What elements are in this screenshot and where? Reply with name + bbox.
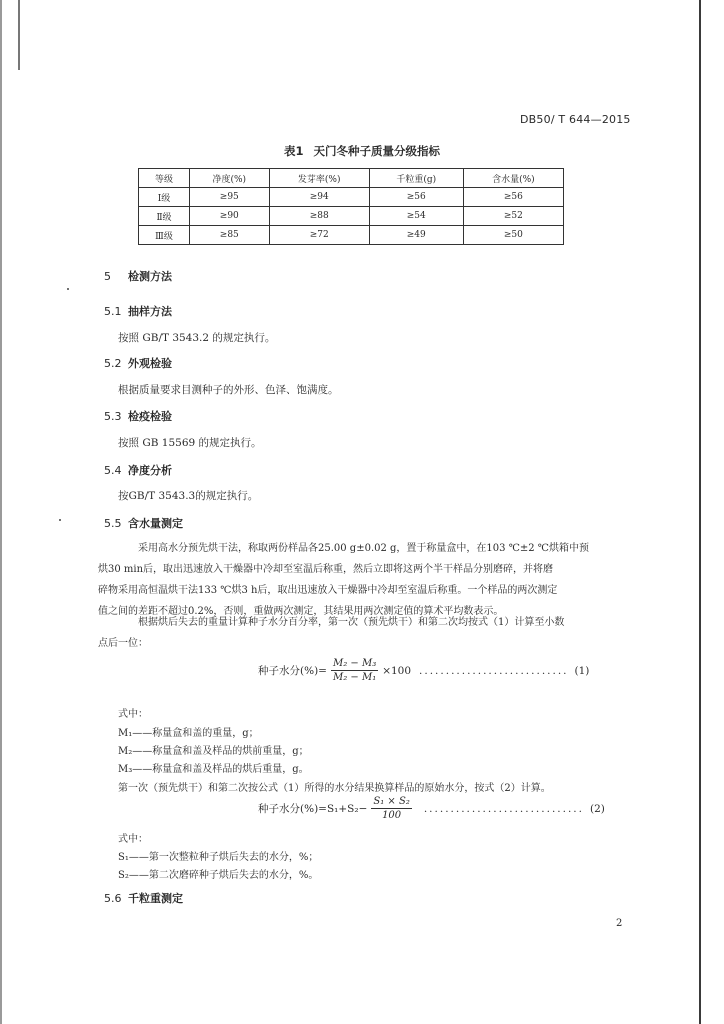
scan-speck (59, 519, 61, 521)
section-number: 5.2 (104, 357, 122, 370)
table-header-cell: 等级 (139, 169, 190, 188)
variable-definition: M₃——称量盒和盖及样品的烘后重量，g。 (118, 764, 309, 775)
section-number: 5 (104, 270, 111, 283)
table-cell: ≥49 (369, 226, 463, 245)
paragraph-line: 点后一位： (98, 638, 148, 649)
section-5-3-heading (104, 408, 172, 424)
section-title: 检疫检验 (128, 410, 172, 423)
section-5-1-heading (104, 303, 172, 319)
table-header-cell: 千粒重(g) (369, 169, 463, 188)
table-row (139, 207, 564, 226)
section-title: 净度分析 (128, 464, 172, 477)
table-cell: Ⅱ级 (139, 207, 190, 226)
section-5-6-heading (104, 890, 183, 906)
section-5-5-heading (104, 515, 183, 531)
section-5-3-body: 按照 GB 15569 的规定执行。 (118, 437, 262, 449)
section-number: 5.5 (104, 517, 122, 530)
table-cell: ≥54 (369, 207, 463, 226)
moisture-calc-paragraph (98, 612, 640, 654)
paragraph-line: 根据烘后失去的重量计算种子水分百分率，第一次（预先烘干）和第二次均按式（1）计算至小数 (138, 617, 565, 628)
table-cell: ≥50 (463, 226, 563, 245)
conversion-paragraph: 第一次（预先烘干）和第二次按公式（1）所得的水分结果换算样品的原始水分，按式（2）计算。 (118, 783, 551, 794)
equation-number: (1) (574, 664, 590, 677)
table-caption-number: 表1 (283, 144, 304, 158)
section-title: 抽样方法 (128, 305, 172, 318)
section-title: 外观检验 (128, 357, 172, 370)
formula-numerator: S₁ × S₂ (373, 796, 410, 807)
scan-edge-top-left (18, 0, 20, 70)
section-title: 含水量测定 (128, 517, 183, 530)
formula-denominator: M₂ − M₁ (332, 672, 377, 683)
table-cell: ≥90 (190, 207, 270, 226)
section-title: 千粒重测定 (128, 892, 183, 905)
paragraph-line: 烘30 min后，取出迅速放入干燥器中冷却至室温后称重，然后立即将这两个半干样品分别磨碎，并将磨 (98, 564, 554, 575)
formula-lhs: 种子水分(%)= (258, 665, 327, 677)
equation-number: (2) (589, 802, 605, 815)
table-header-cell: 净度(%) (190, 169, 270, 188)
formula-leader-dots: ............................ (419, 664, 569, 677)
table-cell: Ⅲ级 (139, 226, 190, 245)
section-5-2-body: 根据质量要求目测种子的外形、色泽、饱满度。 (118, 384, 339, 396)
section-number: 5.1 (104, 305, 122, 318)
moisture-method-paragraph (98, 538, 640, 622)
table-cell: ≥95 (190, 188, 270, 207)
table-row (139, 226, 564, 245)
formula-1 (258, 658, 589, 683)
table-cell: ≥88 (269, 207, 369, 226)
scan-speck (67, 288, 69, 290)
table-cell: ≥52 (463, 207, 563, 226)
where-label: 式中： (118, 834, 148, 845)
table-header-cell: 发芽率(%) (269, 169, 369, 188)
section-5-4-body: 按GB/T 3543.3的规定执行。 (118, 490, 259, 502)
table-header-cell: 含水量(%) (463, 169, 563, 188)
paragraph-line: 采用高水分预先烘干法，称取两份样品各25.00 g±0.02 g，置于称量盒中，在103 ℃±2 ℃烘箱中预 (138, 543, 589, 554)
paragraph-line: 值之间的差距不超过0.2%，否则，重做两次测定，其结果用两次测定值的算术平均数表示。 (98, 606, 504, 617)
variable-definition: M₂——称量盒和盖及样品的烘前重量，g； (118, 746, 309, 757)
section-number: 5.3 (104, 410, 122, 423)
quality-grade-table (138, 168, 564, 245)
table-cell: ≥56 (463, 188, 563, 207)
table-cell: ≥85 (190, 226, 270, 245)
section-5-2-heading (104, 355, 172, 371)
formula-suffix: ×100 (382, 664, 412, 677)
variable-definition: M₁——称量盒和盖的重量，g； (118, 728, 259, 739)
section-number: 5.4 (104, 464, 122, 477)
formula-fraction (331, 658, 378, 683)
section-5-heading (104, 268, 172, 284)
where-label: 式中： (118, 709, 148, 720)
variable-definition: S₂——第二次磨碎种子烘后失去的水分，%。 (118, 870, 319, 881)
table-cell: ≥72 (269, 226, 369, 245)
table-header-row (139, 169, 564, 188)
paragraph-line: 碎物采用高恒温烘干法133 ℃烘3 h后，取出迅速放入干燥器中冷却至室温后称重。一个样品的两次测定 (98, 585, 558, 596)
formula-denominator: 100 (382, 810, 402, 821)
formula-2 (258, 796, 605, 821)
formula-fraction (371, 796, 411, 821)
formula-numerator: M₂ − M₃ (332, 658, 377, 669)
table-row (139, 188, 564, 207)
section-5-1-body: 按照 GB/T 3543.2 的规定执行。 (118, 332, 276, 344)
document-code: DB50/ T 644—2015 (520, 113, 631, 126)
page-number: 2 (616, 918, 623, 929)
formula-lhs: 种子水分(%)=S₁+S₂− (258, 803, 368, 815)
formula-leader-dots: .............................. (423, 802, 584, 815)
section-5-4-heading (104, 462, 172, 478)
table-cell: ≥94 (269, 188, 369, 207)
section-number: 5.6 (104, 892, 122, 905)
variable-definition: S₁——第一次整粒种子烘后失去的水分，%； (118, 852, 319, 863)
table-cell: ≥56 (369, 188, 463, 207)
section-title: 检测方法 (128, 270, 172, 283)
table-caption-title: 天门冬种子质量分级指标 (313, 144, 440, 158)
table-cell: Ⅰ级 (139, 188, 190, 207)
table-caption (0, 143, 724, 159)
